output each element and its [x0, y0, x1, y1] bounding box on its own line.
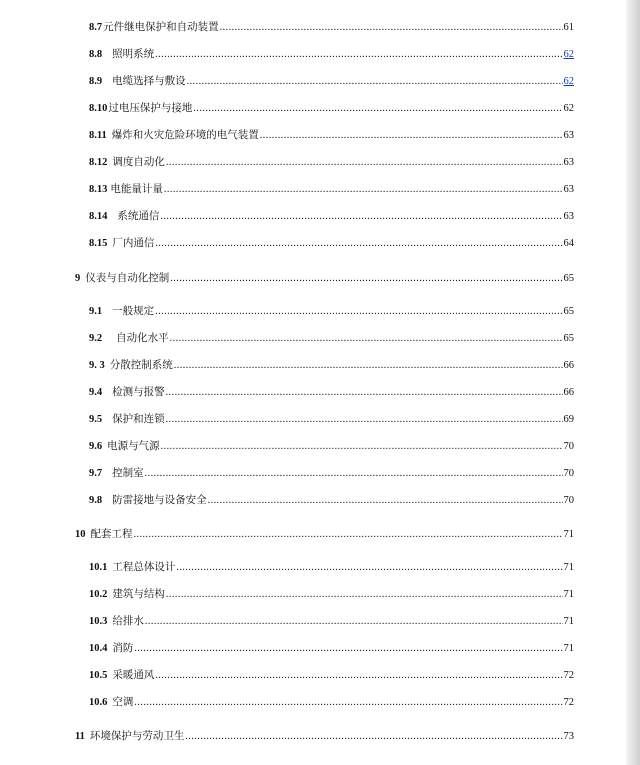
toc-leader-dots [155, 669, 562, 683]
toc-entry-number: 10.6 [89, 697, 108, 708]
toc-entry-page: 71 [563, 643, 574, 654]
toc-entry-page: 61 [563, 22, 574, 33]
toc-entry-number: 10.2 [89, 589, 108, 600]
toc-entry-page: 66 [563, 387, 574, 398]
toc-entry-page: 65 [563, 306, 574, 317]
toc-entry-title: 环境保护与劳动卫生 [89, 730, 185, 742]
toc-entry-title: 检测与报警 [112, 386, 165, 398]
toc-entry-11[interactable] [75, 729, 574, 744]
toc-entry-title: 控制室 [112, 467, 144, 479]
toc-entry-title: 给排水 [112, 615, 144, 627]
toc-entry-page: 69 [563, 414, 574, 425]
toc-leader-dots [161, 440, 563, 454]
toc-entry-page: 71 [563, 529, 574, 540]
toc-entry-number: 10.3 [89, 616, 108, 627]
toc-leader-dots [164, 183, 563, 197]
toc-entry-8-7[interactable] [89, 20, 574, 35]
toc-entry-10-4[interactable] [89, 641, 574, 656]
toc-entry-number: 9. 3 [89, 360, 105, 371]
toc-entry-10[interactable] [75, 527, 574, 542]
toc-entry-page: 70 [563, 468, 574, 479]
toc-entry-number: 10.5 [89, 670, 108, 681]
toc-entry-8-10[interactable] [89, 101, 574, 116]
toc-entry-title: 照明系统 [112, 48, 155, 60]
toc-entry-number: 10.1 [89, 562, 108, 573]
toc-entry-page: 72 [563, 670, 574, 681]
toc-entry-title: 爆炸和火灾危险环境的电气装置 [111, 129, 259, 141]
toc-entry-page: 71 [563, 589, 574, 600]
toc-entry-9-6[interactable] [89, 439, 574, 454]
toc-entry-page: 63 [563, 184, 574, 195]
toc-entry-8-13[interactable] [89, 182, 574, 197]
toc-entry-page: 73 [563, 731, 574, 742]
toc-entry-title: 元件继电保护和自动装置 [103, 21, 219, 33]
toc-entry-number: 10.4 [89, 643, 108, 654]
toc-leader-dots [220, 21, 563, 35]
toc-leader-dots [155, 305, 562, 319]
toc-entry-title: 分散控制系统 [109, 359, 173, 371]
toc-entry-title: 保护和连锁 [112, 413, 165, 425]
toc-entry-number: 9.7 [89, 468, 103, 479]
toc-entry-9[interactable] [75, 271, 574, 286]
toc-entry-number: 9.5 [89, 414, 103, 425]
toc-entry-title: 消防 [112, 642, 134, 654]
toc-leader-dots [166, 156, 563, 170]
toc-entry-page: 65 [563, 273, 574, 284]
toc-entry-title: 过电压保护与接地 [108, 102, 193, 114]
toc-entry-9-1[interactable] [89, 304, 574, 319]
toc-entry-8-11[interactable] [89, 128, 574, 143]
toc-entry-10-2[interactable] [89, 587, 574, 602]
toc-entry-number: 8.10 [89, 103, 108, 114]
toc-entry-page: 70 [563, 495, 574, 506]
toc-leader-dots [166, 588, 563, 602]
toc-entry-number: 8.13 [89, 184, 108, 195]
toc-entry-number: 8.11 [89, 130, 107, 141]
toc-entry-number: 9.1 [89, 306, 103, 317]
toc-entry-8-14[interactable] [89, 209, 574, 224]
toc-leader-dots [176, 561, 562, 575]
toc-entry-number: 8.12 [89, 157, 108, 168]
toc-entry-title: 一般规定 [112, 305, 155, 317]
toc-entry-9-5[interactable] [89, 412, 574, 427]
toc-entry-title: 调度自动化 [112, 156, 165, 168]
toc-entry-title: 系统通信 [117, 210, 160, 222]
toc-entry-8-15[interactable] [89, 236, 574, 251]
toc-leader-dots [170, 332, 563, 346]
toc-leader-dots [260, 129, 563, 143]
toc-leader-dots [160, 210, 562, 224]
toc-entry-page: 62 [563, 49, 574, 60]
toc-entry-9-4[interactable] [89, 385, 574, 400]
toc-leader-dots [170, 272, 562, 286]
toc-entry-page: 71 [563, 616, 574, 627]
toc-entry-title: 电源与气源 [107, 440, 160, 452]
toc-entry-page: 65 [563, 333, 574, 344]
toc-entry-page: 63 [563, 211, 574, 222]
toc-entry-title: 建筑与结构 [112, 588, 165, 600]
toc-entry-number: 8.7 [89, 22, 103, 33]
toc-entry-title: 电缆选择与敷设 [112, 75, 186, 87]
toc-entry-number: 10 [75, 529, 86, 540]
toc-entry-10-1[interactable] [89, 560, 574, 575]
toc-leader-dots [166, 413, 563, 427]
toc-entry-number: 9.8 [89, 495, 103, 506]
toc-entry-9-7[interactable] [89, 466, 574, 481]
toc-leader-dots [155, 48, 562, 62]
toc-leader-dots [185, 730, 562, 744]
toc-leader-dots [134, 696, 562, 710]
toc-entry-page: 64 [563, 238, 574, 249]
toc-entry-9-2[interactable] [89, 331, 574, 346]
toc-entry-page: 63 [563, 130, 574, 141]
toc-entry-number: 8.14 [89, 211, 108, 222]
toc-entry-number: 9.4 [89, 387, 103, 398]
toc-entry-title: 配套工程 [90, 528, 133, 540]
toc-entry-8-12[interactable] [89, 155, 574, 170]
toc-entry-8-8[interactable] [89, 47, 574, 62]
toc-entry-title: 工程总体设计 [112, 561, 176, 573]
toc-entry-10-6[interactable] [89, 695, 574, 710]
toc-entry-page: 62 [563, 76, 574, 87]
toc-entry-number: 11 [75, 731, 85, 742]
toc-entry-title: 电能量计量 [110, 183, 163, 195]
toc-leader-dots [155, 237, 562, 251]
toc-leader-dots [166, 386, 563, 400]
toc-entry-9-3[interactable] [89, 358, 574, 373]
toc-entry-title: 防雷接地与设备安全 [112, 494, 207, 506]
toc-entry-8-9[interactable] [89, 74, 574, 89]
toc-entry-page: 70 [563, 441, 574, 452]
toc-entry-page: 71 [563, 562, 574, 573]
toc-entry-page: 63 [563, 157, 574, 168]
toc-leader-dots [134, 642, 562, 656]
toc-entry-number: 9.6 [89, 441, 103, 452]
toc-entry-number: 9.2 [89, 333, 103, 344]
toc-entry-page: 62 [563, 103, 574, 114]
toc-entry-number: 9 [75, 273, 81, 284]
toc-entry-page: 72 [563, 697, 574, 708]
toc-leader-dots [187, 75, 563, 89]
toc-entry-title: 空调 [112, 696, 134, 708]
toc-entry-title: 采暖通风 [112, 669, 155, 681]
toc-entry-10-5[interactable] [89, 668, 574, 683]
toc-leader-dots [193, 102, 562, 116]
toc-entry-9-8[interactable] [89, 493, 574, 508]
toc-leader-dots [145, 467, 563, 481]
toc-entry-title: 仪表与自动化控制 [85, 272, 170, 284]
toc-entry-title: 厂内通信 [112, 237, 155, 249]
toc-entry-title: 自动化水平 [116, 332, 169, 344]
toc-entry-10-3[interactable] [89, 614, 574, 629]
toc-entry-number: 8.9 [89, 76, 103, 87]
toc-entry-number: 8.15 [89, 238, 108, 249]
toc-entry-number: 8.8 [89, 49, 103, 60]
toc-entry-page: 66 [563, 360, 574, 371]
page-edge-shadow [626, 0, 640, 765]
toc-leader-dots [208, 494, 563, 508]
toc-leader-dots [145, 615, 563, 629]
toc-leader-dots [134, 528, 563, 542]
toc-leader-dots [174, 359, 563, 373]
